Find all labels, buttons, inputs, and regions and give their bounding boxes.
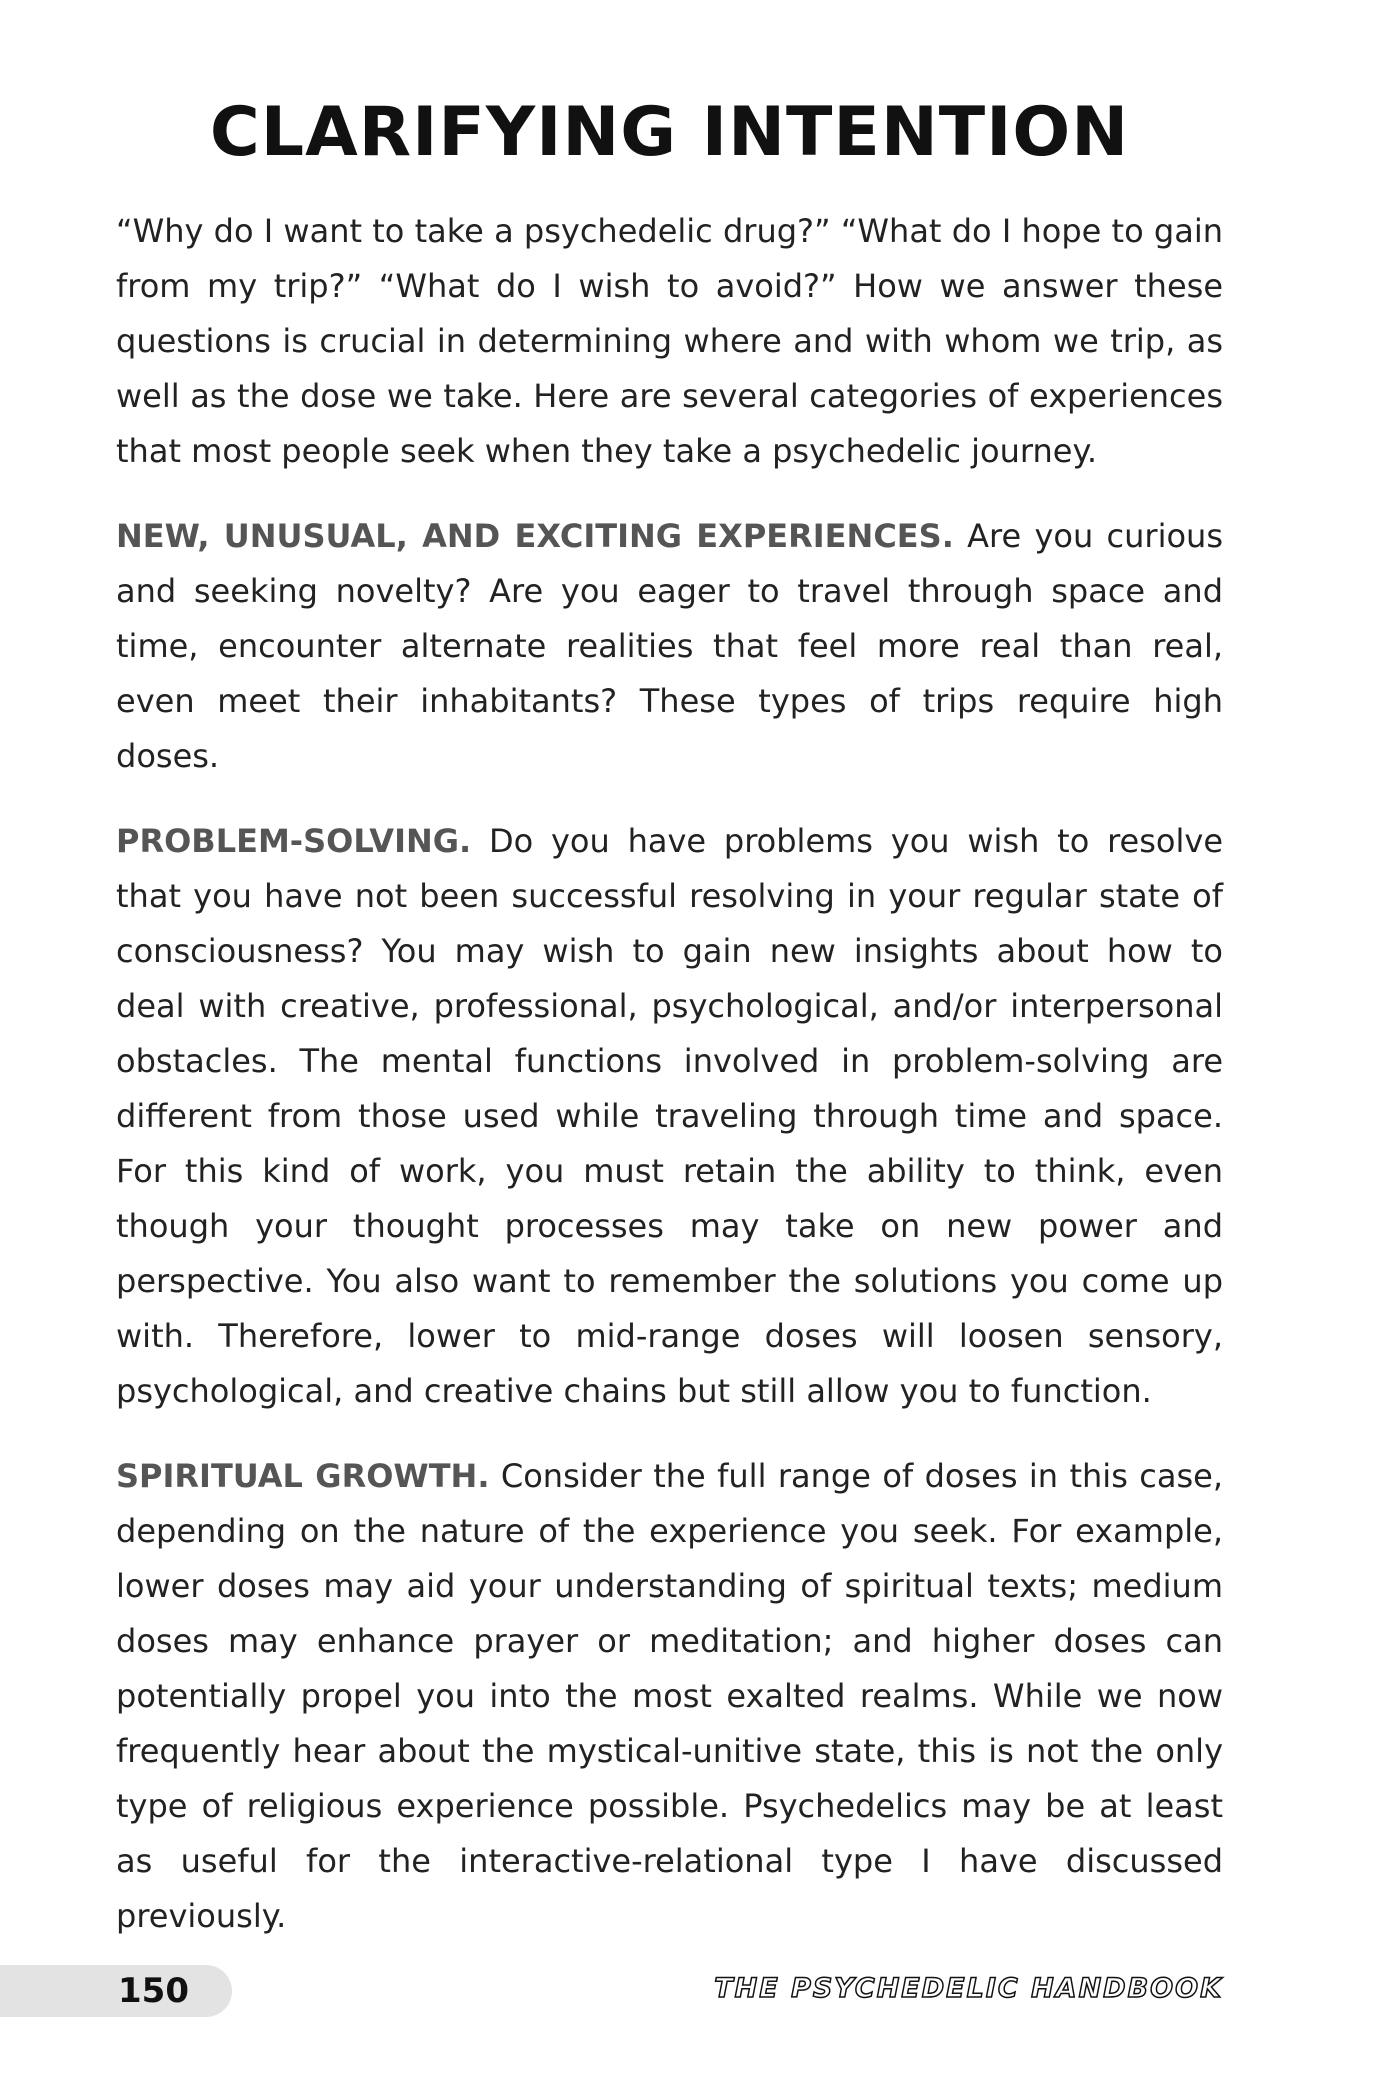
page-footer xyxy=(0,1965,1400,2017)
page-number: 150 xyxy=(118,1971,189,2011)
paragraph-intro xyxy=(116,204,1223,479)
paragraph-text: Consider the full range of doses in this case, depending on the nature of the experience you seek. For example, lower doses may aid your understanding of spiritual texts; medium doses may enhance prayer or meditation; and higher doses can potentially propel you into the most exalted realms. While we now frequently hear about the mystical-unitive state, this is not the only type of religious experience possible. Psychedelics may be at least as useful for the interactive-relational type I have discussed previously. xyxy=(116,1457,1224,1935)
paragraph-heading: PROBLEM-SOLVING. xyxy=(116,822,472,860)
paragraph-heading: SPIRITUAL GROWTH. xyxy=(116,1457,490,1495)
paragraph-spiritual-growth xyxy=(116,1449,1223,1944)
paragraph-text: “Why do I want to take a psychedelic drug?” “What do I hope to gain from my trip?” “What do I wish to avoid?” How we answer these questions is crucial in determining where and with whom we trip, as well as the dose we take. Here are several categories of experiences that most people seek when they take a psychedelic journey. xyxy=(116,212,1223,470)
page-number-tab xyxy=(0,1965,232,2017)
paragraph-new-experiences xyxy=(116,509,1223,784)
paragraph-text: Are you curious and seeking novelty? Are you eager to travel through space and time, encounter alternate realities that feel more real than real, even meet their inhabitants? These types of trips require high doses. xyxy=(116,517,1224,775)
paragraph-text: Do you have problems you wish to resolve that you have not been successful resolving in your regular state of consciousness? You may wish to gain new insights about how to deal with creative, professional, psychological, and/or interpersonal obstacles. The mental functions involved in problem-solving are different from those used while traveling through time and space. For this kind of work, you must retain the ability to think, even though your thought processes may take on new power and perspective. You also want to remember the solutions you come up with. Therefore, lower to mid-range doses will loosen sensory, psychological, and creative chains but still allow you to function. xyxy=(116,822,1223,1410)
running-title: THE PSYCHEDELIC HANDBOOK xyxy=(714,1973,1223,2004)
body-text xyxy=(116,204,1223,1974)
page-title: CLARIFYING INTENTION xyxy=(209,93,1130,172)
paragraph-heading: NEW, UNUSUAL, AND EXCITING EXPERIENCES. xyxy=(116,517,954,555)
paragraph-problem-solving xyxy=(116,814,1223,1419)
